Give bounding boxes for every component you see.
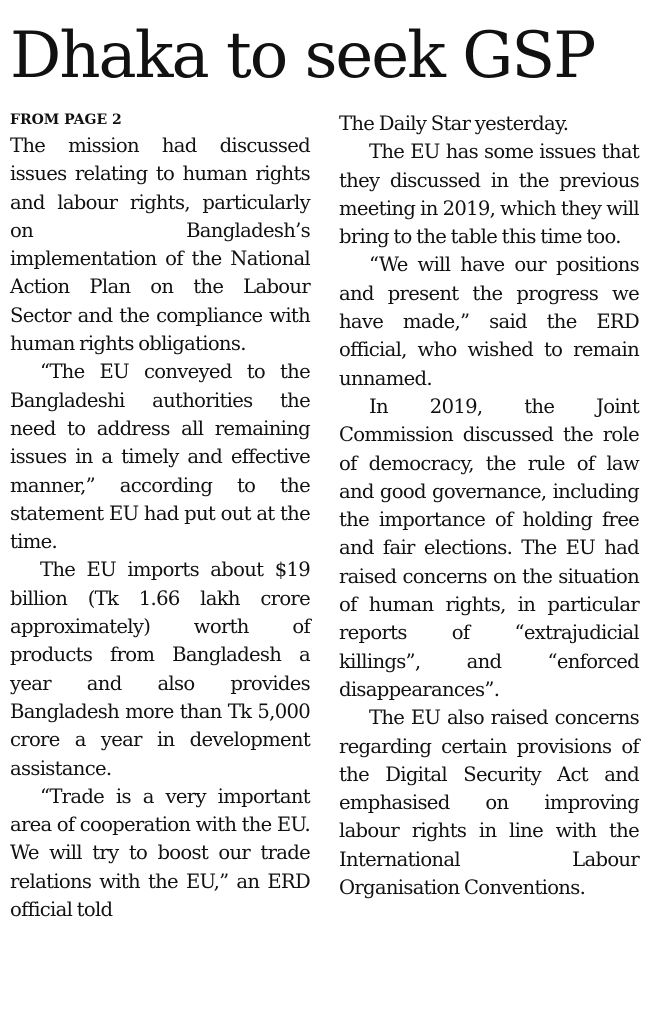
- article-column-right: [339, 108, 639, 902]
- headline: Dhaka to seek GSP: [10, 19, 595, 93]
- paragraph: “We will have our positions and present the progress we have made,” said the ERD official, who wished to remain unnamed.: [339, 253, 639, 390]
- paragraph: The mission had discussed issues relating to human rights and labour rights, particularly on Bangladesh’s implementation of the National Action Plan on the Labour Sector and the compliance with human rights obligations.: [10, 134, 310, 356]
- continuation-kicker: FROM PAGE 2: [10, 112, 122, 128]
- paragraph: In 2019, the Joint Commission discussed the role of democracy, the rule of law and good governance, including the importance of holding free and fair elections. The EU had raised concerns on the situation of human rights, in particular reports of “extrajudicial killings”, and “enforced disappearances”.: [339, 394, 639, 701]
- paragraph: The EU has some issues that they discussed in the previous meeting in 2019, which they will bring to the table this time too.: [339, 140, 639, 249]
- article-column-left: [10, 108, 310, 924]
- paragraph: The EU also raised concerns regarding certain provisions of the Digital Security Act and emphasised on improving labour rights in line with the International Labour Organisation Conventions.: [339, 706, 639, 900]
- paragraph: “Trade is a very important area of cooperation with the EU. We will try to boost our trade relations with the EU,” an ERD official told: [10, 784, 310, 922]
- paragraph: “The EU conveyed to the Bangladeshi authorities the need to address all remaining issues in a timely and effective manner,” according to the statement EU had put out at the time.: [10, 360, 310, 554]
- paragraph-continuation: The Daily Star yesterday.: [339, 112, 569, 135]
- paragraph: The EU imports about $19 billion (Tk 1.66 lakh crore approximately) worth of products from Bangladesh a year and also provides Bangladesh more than Tk 5,000 crore a year in development assistance.: [10, 558, 310, 780]
